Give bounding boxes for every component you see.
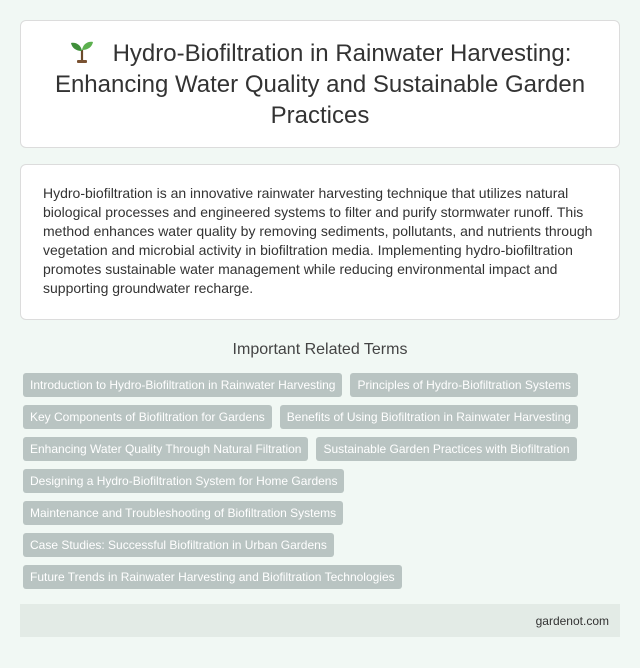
description-text: Hydro-biofiltration is an innovative rainwater harvesting technique that utilizes natural biological processes and engineered systems to filter and purify stormwater runoff. This method enhances water quality by removing sediments, pollutants, and nutrients through vegetation and microbial activity in biofiltration media. Implementing hydro-biofiltration promotes sustainable water management while reducing environmental impact and supporting groundwater recharge. [43,185,593,296]
footer [20,604,620,637]
page-title-text: Hydro-Biofiltration in Rainwater Harvesting: Enhancing Water Quality and Sustainable Garden Practices [54,39,586,129]
term-tag[interactable]: Enhancing Water Quality Through Natural Filtration [23,437,308,461]
term-tag[interactable]: Introduction to Hydro-Biofiltration in Rainwater Harvesting [23,373,342,397]
related-terms-heading: Important Related Terms [232,341,408,358]
term-tag[interactable]: Designing a Hydro-Biofiltration System for Home Gardens [23,469,344,493]
term-tag[interactable]: Principles of Hydro-Biofiltration Systems [350,373,577,397]
term-tag[interactable]: Case Studies: Successful Biofiltration in Urban Gardens [23,533,334,557]
title-card [20,20,620,148]
footer-site-link[interactable]: gardenot.com [535,613,609,628]
sprout-icon [69,39,95,63]
term-tag[interactable]: Future Trends in Rainwater Harvesting and Biofiltration Technologies [23,565,402,589]
related-terms-list [23,373,613,589]
description-card [20,164,620,320]
page-title [45,38,595,131]
term-tag[interactable]: Key Components of Biofiltration for Gardens [23,405,272,429]
term-tag[interactable]: Sustainable Garden Practices with Biofiltration [316,437,576,461]
term-tag[interactable]: Maintenance and Troubleshooting of Biofiltration Systems [23,501,343,525]
term-tag[interactable]: Benefits of Using Biofiltration in Rainwater Harvesting [280,405,578,429]
